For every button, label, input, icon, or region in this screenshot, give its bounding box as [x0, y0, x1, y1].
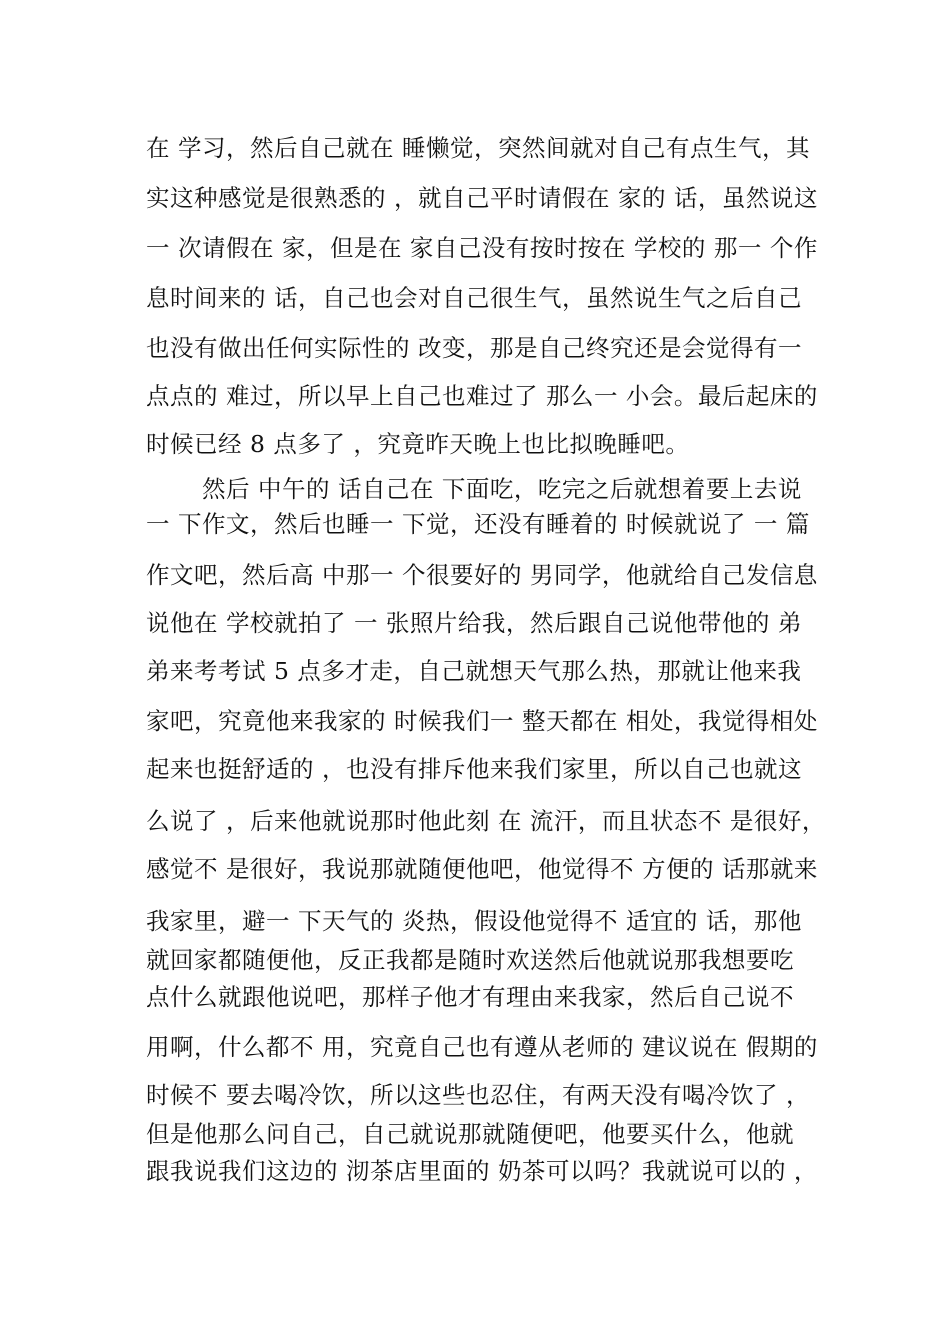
text-line: 但是他那么问自己，自己就说那就随便吧，他要买什么，他就 [146, 1120, 794, 1148]
text-line: 在 学习，然后自己就在 睡懒觉，突然间就对自己有点生气，其 [146, 134, 810, 162]
text-line: 用啊，什么都不 用，究竟自己也有遵从老师的 建议说在 假期的 [146, 1033, 818, 1061]
text-line: 弟来考考试 5 点多才走，自己就想天气那么热，那就让他来我 [146, 657, 802, 685]
text-line: 就回家都随便他，反正我都是随时欢送然后他就说那我想要吃 [146, 946, 794, 974]
text-line: 点点的 难过，所以早上自己也难过了 那么一 小会。最后起床的 [146, 382, 818, 410]
text-line: 也没有做出任何实际性的 改变，那是自己终究还是会觉得有一 [146, 334, 802, 362]
text-line: 起来也挺舒适的 ，也没有排斥他来我们家里，所以自己也就这 [146, 755, 802, 783]
text-line: 感觉不 是很好，我说那就随便他吧，他觉得不 方便的 话那就来 [146, 855, 818, 883]
text-line: 一 次请假在 家，但是在 家自己没有按时按在 学校的 那一 个作 [146, 234, 818, 262]
text-line: 一 下作文，然后也睡一 下觉，还没有睡着的 时候就说了 一 篇 [146, 510, 810, 538]
text-line: 时候不 要去喝冷饮，所以这些也忍住，有两天没有喝冷饮了 ， [146, 1081, 810, 1109]
text-line: 跟我说我们这边的 沏茶店里面的 奶茶可以吗？我就说可以的 ， [146, 1157, 818, 1185]
text-line: 息时间来的 话，自己也会对自己很生气，虽然说生气之后自己 [146, 284, 802, 312]
text-line: 么说了 ，后来他就说那时他此刻 在 流汗，而且状态不 是很好， [146, 807, 826, 835]
text-line: 实这种感觉是很熟悉的 ，就自己平时请假在 家的 话，虽然说这 [146, 184, 818, 212]
text-line: 说他在 学校就拍了 一 张照片给我，然后跟自己说他带他的 弟 [146, 609, 802, 637]
text-line: 点什么就跟他说吧，那样子他才有理由来我家，然后自己说不 [146, 983, 794, 1011]
text-line: 时候已经 8 点多了 ，究竟昨天晚上也比拟晚睡吧。 [146, 430, 690, 458]
text-line: 我家里，避一 下天气的 炎热，假设他觉得不 适宜的 话，那他 [146, 907, 802, 935]
text-line: 家吧，究竟他来我家的 时候我们一 整天都在 相处，我觉得相处 [146, 707, 818, 735]
paragraph-first-line: 然后 中午的 话自己在 下面吃，吃完之后就想着要上去说 [202, 475, 802, 503]
text-line: 作文吧，然后高 中那一 个很要好的 男同学，他就给自己发信息 [146, 561, 818, 589]
